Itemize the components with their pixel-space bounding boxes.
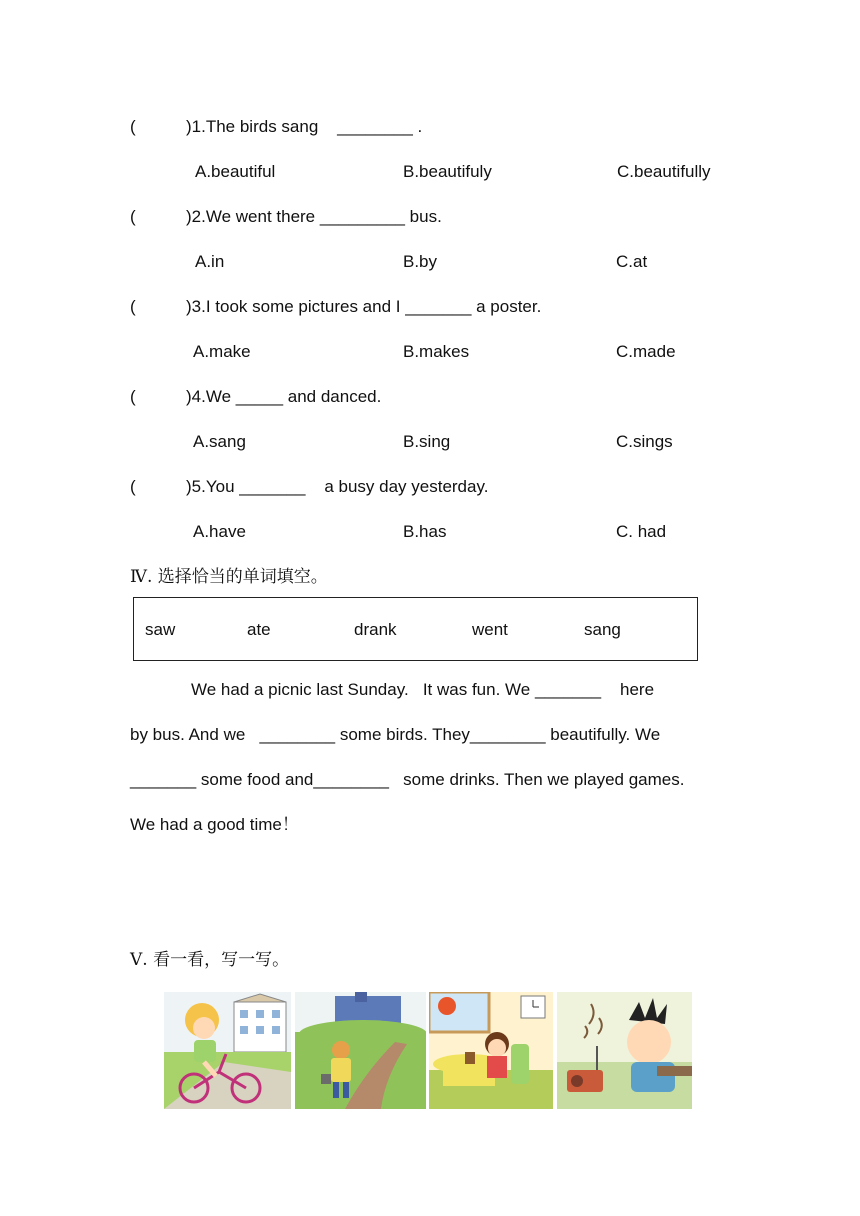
answer-paren: ( — [130, 387, 136, 406]
word-bank-word: went — [472, 620, 508, 639]
passage-line: by bus. And we ________ some birds. They________ beautifully. We — [130, 725, 661, 744]
answer-paren: ( — [130, 297, 136, 316]
option-a: A.make — [193, 342, 251, 361]
answer-paren: ( — [130, 117, 136, 136]
word-bank-word: saw — [145, 620, 176, 639]
option-a: A.sang — [193, 432, 246, 451]
answer-paren: ( — [130, 207, 136, 226]
picture-girl-riding-bike — [164, 992, 291, 1109]
passage-line: We had a good time！ — [130, 815, 299, 834]
option-a: A.in — [195, 252, 225, 271]
option-b: B.makes — [403, 342, 470, 361]
question-stem: )1.The birds sang ________ . — [186, 117, 423, 136]
option-c: C.sings — [616, 432, 673, 451]
section-4-title: Ⅳ. 选择恰当的单词填空。 — [130, 567, 328, 587]
picture-boy-walking-to-school — [295, 992, 426, 1109]
question-stem: )5.You _______ a busy day yesterday. — [186, 477, 489, 496]
question-stem: )2.We went there _________ bus. — [186, 207, 442, 226]
word-bank-word: ate — [247, 620, 271, 639]
option-c: C.beautifully — [617, 162, 711, 181]
option-b: B.sing — [403, 432, 451, 451]
picture-girl-eating-at-table — [429, 992, 553, 1109]
picture-boy-listening-to-radio — [557, 992, 692, 1109]
option-c: C.made — [616, 342, 676, 361]
option-c: C.at — [616, 252, 648, 271]
question-stem: )4.We _____ and danced. — [186, 387, 382, 406]
option-b: B.beautifuly — [403, 162, 492, 181]
passage-line: _______ some food and________ some drinks. Then we played games. — [130, 770, 685, 789]
passage-line: We had a picnic last Sunday. It was fun. We _______ here — [191, 680, 655, 699]
answer-paren: ( — [130, 477, 136, 496]
option-a: A.beautiful — [195, 162, 276, 181]
option-b: B.has — [403, 522, 447, 541]
option-a: A.have — [193, 522, 246, 541]
question-stem: )3.I took some pictures and I _______ a poster. — [186, 297, 542, 316]
word-bank-word: drank — [354, 620, 397, 639]
word-bank-word: sang — [584, 620, 621, 639]
option-c: C. had — [616, 522, 667, 541]
option-b: B.by — [403, 252, 438, 271]
section-5-title: Ⅴ. 看一看，写一写。 — [130, 950, 290, 970]
